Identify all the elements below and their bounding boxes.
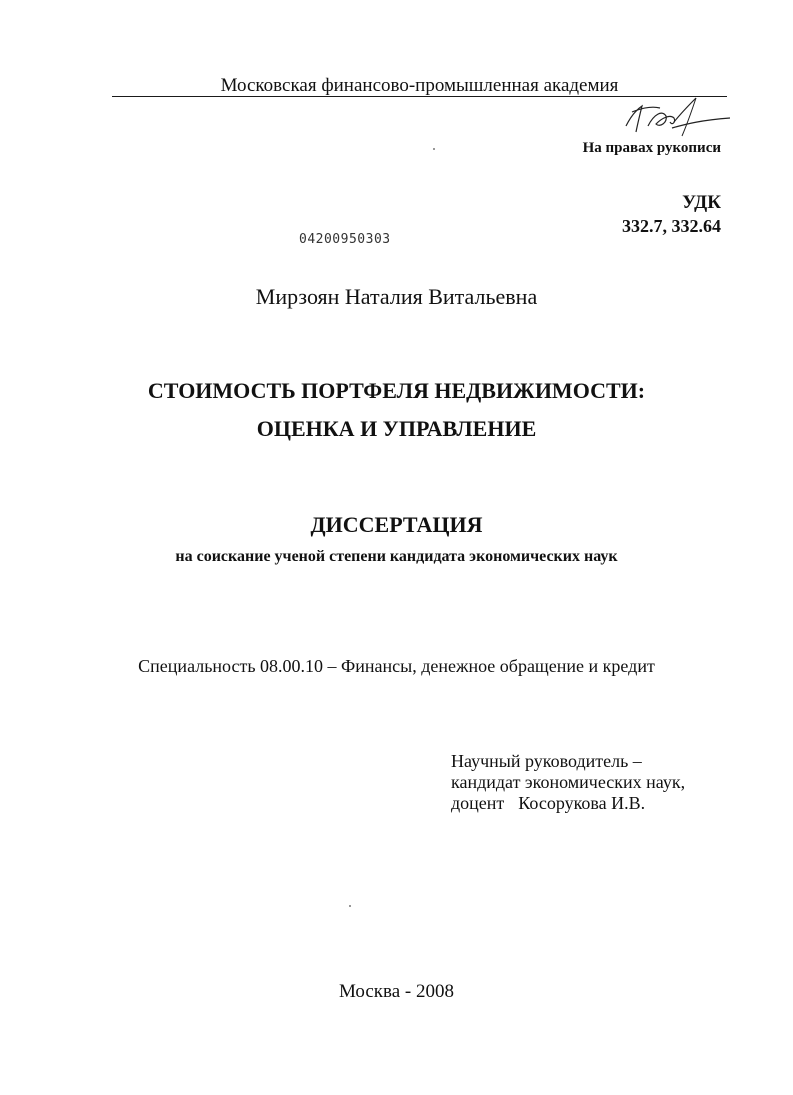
rights-notice: На правах рукописи — [582, 140, 721, 156]
institution-name: Московская финансово-промышленная академия — [220, 75, 619, 96]
advisor-title-name — [451, 793, 685, 814]
scan-speck — [433, 148, 435, 150]
author-name: Мирзоян Наталия Витальевна — [255, 284, 538, 309]
udk-codes: 332.7, 332.64 — [622, 216, 721, 236]
degree-description: на соискание ученой степени кандидата экономических наук — [175, 548, 618, 565]
thesis-title-line-2: ОЦЕНКА И УПРАВЛЕНИЕ — [256, 416, 537, 441]
archive-number: 04200950303 — [299, 232, 391, 247]
handwritten-signature — [612, 92, 742, 140]
udk-label: УДК — [682, 192, 721, 213]
scientific-advisor-block — [451, 751, 685, 814]
document-type: ДИССЕРТАЦИЯ — [310, 512, 483, 537]
scan-speck — [349, 905, 351, 907]
advisor-name: Косорукова И.В. — [518, 793, 646, 813]
specialty-line: Специальность 08.00.10 – Финансы, денежное обращение и кредит — [138, 656, 655, 676]
thesis-title-line-1: СТОИМОСТЬ ПОРТФЕЛЯ НЕДВИЖИМОСТИ: — [147, 378, 646, 403]
advisor-degree: кандидат экономических наук, — [451, 772, 686, 792]
advisor-role: Научный руководитель – — [451, 751, 642, 771]
advisor-title: доцент — [451, 793, 505, 813]
city-year: Москва - 2008 — [338, 981, 455, 1002]
